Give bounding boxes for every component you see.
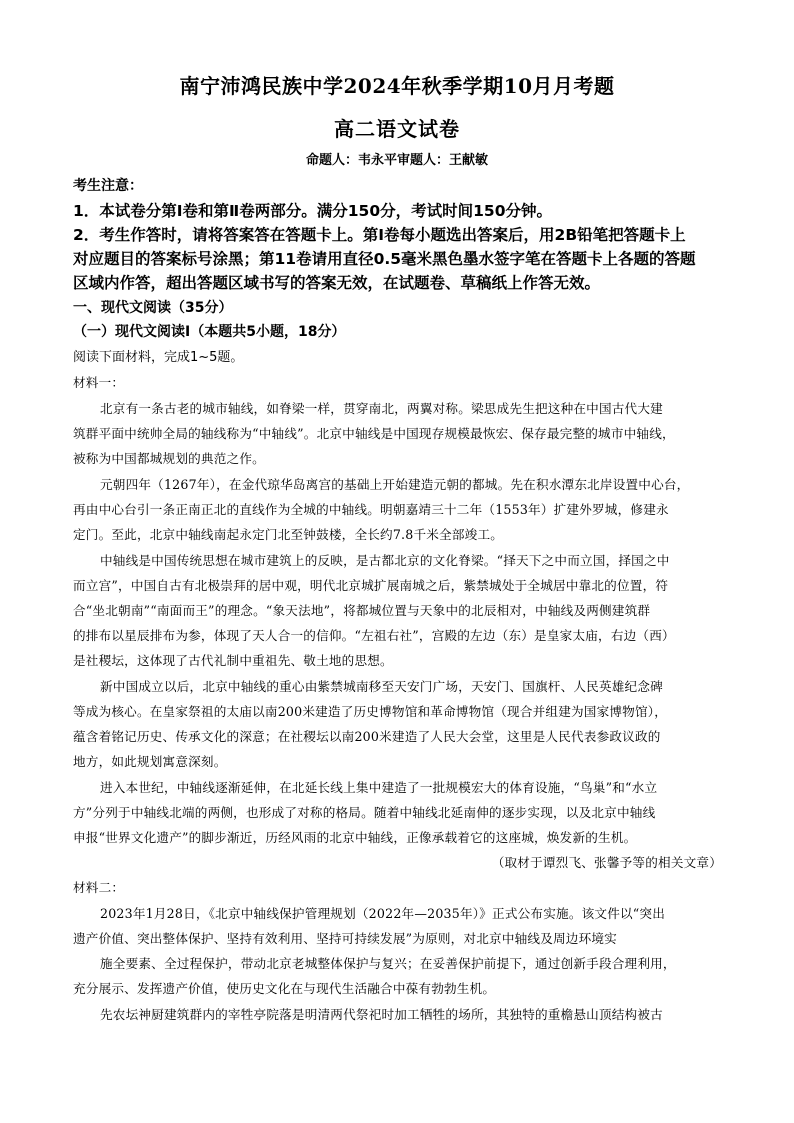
material-2-line: 遗产价值、突出整体保护、坚持有效利用、坚持可持续发展”为原则，对北京中轴线及周边环境实 xyxy=(73,931,617,946)
notice-item-1: 1．本试卷分第Ⅰ卷和第Ⅱ卷两部分。满分150分，考试时间150分钟。 xyxy=(73,202,552,220)
material-1-line: 申报“世界文化遗产”的脚步渐近，历经风雨的北京中轴线，正像承载着它的这座城，焕发新的生机。 xyxy=(73,830,637,845)
material-1-line: 再由中心台引一条正南正北的直线作为全城的中轴线。明朝嘉靖三十二年（1553年）扩建外罗城，修建永 xyxy=(73,502,669,517)
material-2-label: 材料二： xyxy=(73,880,125,895)
material-1-line: 方”分列于中轴线北端的两侧，也形成了对称的格局。随着中轴线北延南伸的逐步实现，以及北京中轴线 xyxy=(73,805,656,820)
material-1-line: 蕴含着铭记历史、传承文化的深意；在社稷坛以南200米建造了人民大会堂，这里是人民代表参政议政的 xyxy=(73,729,661,744)
material-1-label: 材料一： xyxy=(73,375,125,390)
section-heading: 一、现代文阅读（35分） xyxy=(73,300,233,316)
material-2-line: 2023年1月28日，《北京中轴线保护管理规划（2022年—2035年）》正式公布实施。该文件以“突出 xyxy=(100,906,666,921)
material-1-line: 北京有一条古老的城市轴线，如脊梁一样，贯穿南北，两翼对称。梁思成先生把这种在中国古代大建 xyxy=(100,401,663,416)
notice-heading: 考生注意： xyxy=(73,178,143,194)
exam-title: 南宁沛鸿民族中学2024年秋季学期10月月考题 xyxy=(179,74,615,98)
sub-section-heading: （一）现代文阅读Ⅰ（本题共5小题，18分） xyxy=(73,324,346,340)
notice-item-2-line-2: 对应题目的答案标号涂黑；第11卷请用直径0.5毫米黑色墨水签字笔在答题卡上各题的答题 xyxy=(73,250,696,268)
material-1-source: （取材于谭烈飞、张馨予等的相关文章） xyxy=(491,855,722,870)
material-1-line: 地方，如此规划寓意深刻。 xyxy=(73,754,227,769)
material-1-line: 新中国成立以后，北京中轴线的重心由紫禁城南移至天安门广场，天安门、国旗杆、人民英雄纪念碑 xyxy=(100,679,663,694)
material-1-line: 合“坐北朝南”“南面而王”的理念。“象天法地”，将都城位置与天象中的北辰相对，中轴线及两侧建筑群 xyxy=(73,603,651,618)
material-1-line: 被称为中国都城规划的典范之作。 xyxy=(73,451,265,466)
material-1-line: 等成为核心。在皇家祭祖的太庙以南200米建造了历史博物馆和革命博物馆（现合并组建为国家博物馆）， xyxy=(73,704,668,719)
material-1-line: 元朝四年（1267年），在金代琼华岛离宫的基础上开始建造元朝的都城。先在积水潭东北岸设置中心台， xyxy=(100,477,690,492)
exam-authors: 命题人：韦永平审题人：王献敏 xyxy=(305,153,488,168)
material-2-line: 先农坛神厨建筑群内的宰牲亭院落是明清两代祭祀时加工牺牲的场所，其独特的重檐悬山顶结构被古 xyxy=(100,1007,663,1022)
material-1-line: 筑群平面中统帅全局的轴线称为“中轴线”。北京中轴线是中国现存规模最恢宏、保存最完整的城市中轴线， xyxy=(73,426,675,441)
material-1-line: 的排布以星辰排布为参，体现了天人合一的信仰。“左祖右社”，宫殿的左边（东）是皇家太庙，右边（西） xyxy=(73,628,675,643)
material-2-line: 施全要素、全过程保护，带动北京老城整体保护与复兴；在妥善保护前提下，通过创新手段合理利用， xyxy=(100,956,676,971)
material-1-line: 是社稷坛，这体现了古代礼制中重祖先、敬土地的思想。 xyxy=(73,653,393,668)
material-1-line: 进入本世纪，中轴线逐渐延伸，在北延长线上集中建造了一批规模宏大的体育设施，“鸟巢”和“水立 xyxy=(100,780,658,795)
material-1-line: 而立宫”，中国自古有北极崇拜的居中观，明代北京城扩展南城之后，紫禁城处于全城居中靠北的位置，符 xyxy=(73,578,669,593)
material-1-line: 中轴线是中国传统思想在城市建筑上的反映，是古都北京的文化脊梁。“择天下之中而立国，择国之中 xyxy=(100,553,670,568)
exam-subtitle: 高二语文试卷 xyxy=(334,117,460,141)
material-2-line: 充分展示、发挥遗产价值，使历史文化在与现代生活融合中葆有勃勃生机。 xyxy=(73,981,496,996)
reading-instruction: 阅读下面材料，完成1~5题。 xyxy=(73,350,244,365)
material-1-line: 定门。至此，北京中轴线南起永定门北至钟鼓楼，全长约7.8千米全部竣工。 xyxy=(73,527,504,542)
notice-item-2-line-3: 区域内作答，超出答题区域书写的答案无效，在试题卷、草稿纸上作答无效。 xyxy=(73,274,601,292)
notice-item-2-line-1: 2．考生作答时，请将答案答在答题卡上。第Ⅰ卷每小题选出答案后，用2B铅笔把答题卡上 xyxy=(73,226,686,244)
